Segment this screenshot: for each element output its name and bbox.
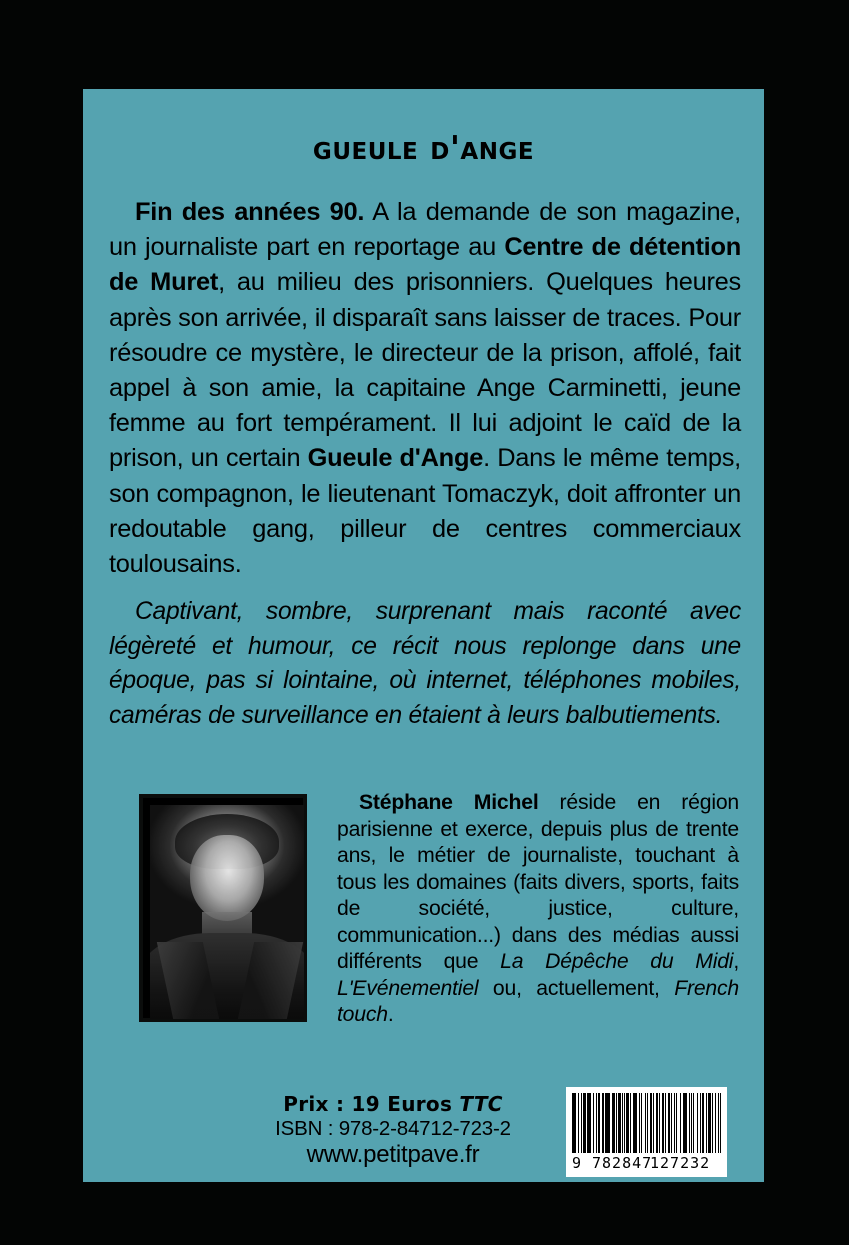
blurb-paragraph: Captivant, sombre, surprenant mais raconté avec légèreté et humour, ce récit nous replonge dans une époque, pas si lointaine, où internet, téléphones mobiles, caméras de surveillance en étaient à leurs balbutiements. [109,598,741,729]
author-section [139,790,739,1030]
cover-panel [83,89,764,1182]
price-label: Prix : 19 Euros [283,1092,460,1116]
synopsis-part-2: , au milieu des prisonniers. Quelques heures après son arrivée, il disparaît sans laisser de traces. Pour résoudre ce mystère, le directeur de la prison, affolé, fait appel à son amie, la capitaine Ange Carminetti, jeune femme au fort tempérament. Il lui adjoint le caïd de la prison, un certain [109,268,741,473]
page-title: gueule d'ange [312,128,535,167]
media-title-1: La Dépêche du Midi [500,950,734,973]
author-bio-part-2: , [733,950,739,973]
barcode-digits [572,1153,721,1173]
synopsis-part-1: A la demande de son magazine, un journaliste part en reportage au [109,198,741,262]
media-title-2: L'Evénementiel [337,976,479,1000]
publisher-website[interactable]: www.petitpave.fr [306,1141,480,1168]
barcode-lead-digit: 9 [572,1154,583,1172]
synopsis-lead: Fin des années 90. [135,198,365,226]
price-ttc: TTC [459,1092,503,1116]
barcode-left-group: 782847 [592,1154,653,1172]
portrait-face [190,835,264,921]
author-bio-part-4: . [387,1003,394,1026]
synopsis-paragraph [109,195,741,582]
cover-footer [83,1084,764,1182]
media-title-3: French touch [337,976,739,1026]
synopsis-part-3: . Dans le même temps, son compagnon, le lieutenant Tomaczyk, doit affronter un redoutable gang, pilleur de centres commerciaux toulousains. [109,444,741,579]
barcode-bars [572,1093,721,1153]
author-bio-part-3: ou, actuellement, [478,976,675,1000]
author-portrait-photo [150,805,304,1019]
author-biography [337,790,739,1029]
author-bio-part-1: réside en région parisienne et exerce, depuis plus de trente ans, le métier de journaliste, touchant à tous les domaines (faits divers, sports, faits de société, justice, culture, communication...) dans des médias aussi différents que [337,791,739,973]
synopsis-bold-1: Centre de détention de Muret [109,233,741,297]
synopsis-bold-2: Gueule d'Ange [307,444,484,473]
footer-text-block [223,1092,563,1169]
barcode [566,1087,727,1177]
isbn-line: ISBN : 978-2-84712-723-2 [275,1117,511,1140]
barcode-right-group: 127232 [650,1154,711,1172]
price-line [223,1092,563,1116]
author-name: Stéphane Michel [359,791,539,814]
author-photo-frame [139,794,307,1022]
